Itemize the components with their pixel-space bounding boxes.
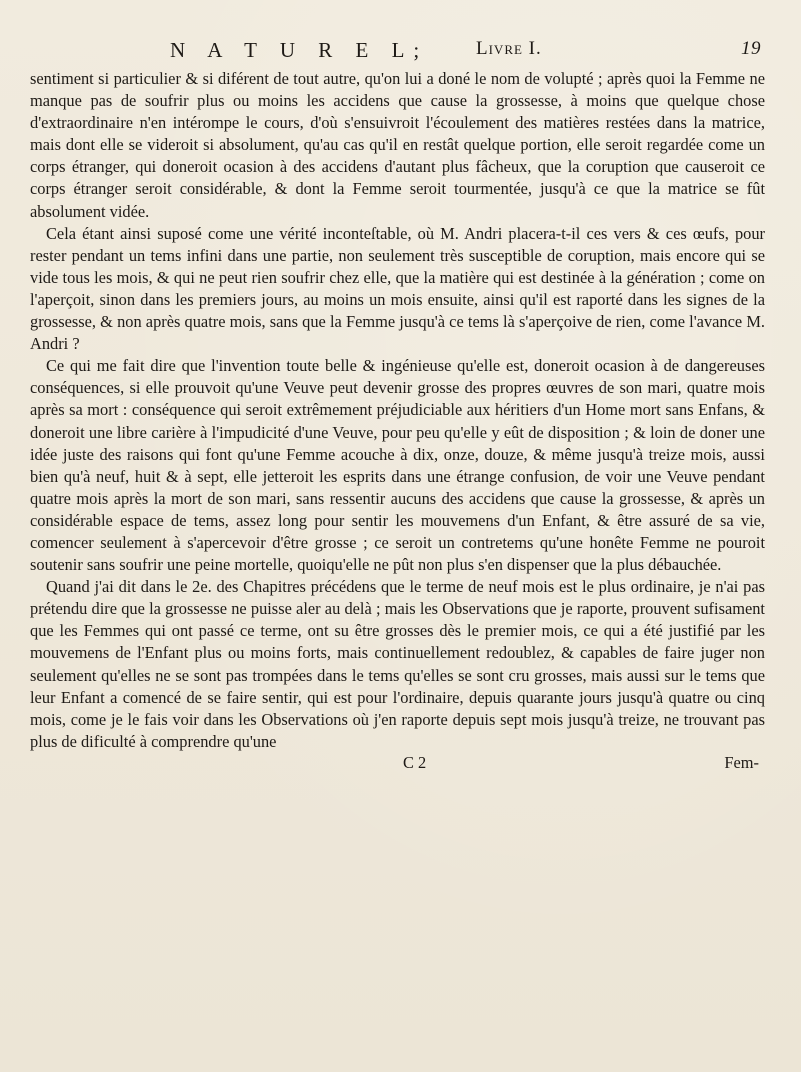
running-head	[30, 38, 765, 68]
page-number: 19	[741, 38, 761, 59]
page-footer	[30, 753, 765, 775]
paragraph-continuation: sentiment si particulier & si diférent de tout autre, qu'on lui a doné le nom de volupté ; après quoi la Femme ne manque pas de soufrir plus ou moins les accidens que cause la grossesse, à moins que quelque chose d'extraordinaire n'en intérompe le cours, d'où s'ensuivroit l'écoulement des matières restées dans la matrice, mais dont elle se videroit si absolument, qu'au cas qu'il en restât quelque portion, elle seroit regardée come un corps étranger, qui doneroit ocasion à des accidens d'autant plus fâcheux, que la coruption que causeroit ce corps étranger seroit considérable, & dont la Femme seroit tourmentée, jusqu'à ce que la matrice se fût absolument vidée.	[30, 69, 765, 221]
book-number: Livre I.	[476, 38, 542, 59]
signature-mark: C 2	[403, 752, 427, 772]
catchword: Fem-	[724, 752, 759, 772]
paragraph-nine-months: Quand j'ai dit dans le 2e. des Chapitres précédens que le terme de neuf mois est le plus ordinaire, je n'ai pas prétendu dire que la grossesse ne puisse aler au delà ; mais les Observations que je raporte, prouvent sufisament que les Femmes qui ont passé ce terme, ont su être grosses dès le premier mois, ce qui a été justifié par les mouvemens de l'Enfant plus ou moins forts, mais continuellement redoublez, & capables de faire juger non seulement qu'elles ne se sont pas trompées dans le tems qu'elles se sont cru grosses, mais aussi sur le tems que leur Enfant a comencé de se faire sentir, qui est pour l'ordinaire, depuis quarante jours jusqu'à quatre ou cinq mois, come je le fais voir dans les Observations où j'en raporte depuis sept mois jusqu'à treize, ne trouvant pas plus de dificulté à comprendre qu'une	[30, 577, 765, 751]
paragraph-consequences: Ce qui me fait dire que l'invention toute belle & ingénieuse qu'elle est, doneroit ocasion à de dangereuses conséquences, si elle prouvoit qu'une Veuve peut devenir grosse des propres œuvres de son mari, quatre mois après sa mort : conséquence qui seroit extrêmement préjudiciable aux héritiers d'un Home mort sans Enfans, & doneroit une libre carière à l'impudicité d'une Veuve, pour peu qu'elle y eût de disposition ; & loin de doner une idée juste des raisons qui font qu'une Femme acouche à dix, onze, douze, & même jusqu'à treize mois, aussi bien qu'à neuf, huit & à sept, elle jetteroit les esprits dans une étrange confusion, de voir une Veuve pendant quatre mois après la mort de son mari, sans ressentir aucuns des accidens que cause la grossesse, & après un considérable espace de tems, assez long pour sentir les mouvemens d'un Enfant, & être assuré de sa vie, comencer seulement à s'apercevoir d'être grosse ; ce seroit un contretems qu'une honête Femme ne pouroit soutenir sans soufrir une peine mortelle, quoiqu'elle ne pût non plus s'en dispenser que la plus débauchée.	[30, 356, 765, 575]
paragraph-andri-question: Cela étant ainsi suposé come une vérité inconteſtable, où M. Andri placera-t-il ces vers & ces œufs, pour rester pendant un tems infini dans une partie, non seulement très susceptible de coruption, mais encore qui se vide tous les mois, & qui ne peut rien soufrir chez elle, que la matière qui est destinée à la génération ; come on l'aperçoit, sinon dans les premiers jours, au moins un mois ensuite, ainsi qu'il est raporté dans les signes de la grossesse, & non après quatre mois, sans que la Femme jusqu'à ce tems là s'aperçoive de rien, come l'avance M. Andri ?	[30, 223, 765, 354]
body-text	[30, 68, 765, 753]
running-title: N A T U R E L;	[170, 38, 429, 62]
